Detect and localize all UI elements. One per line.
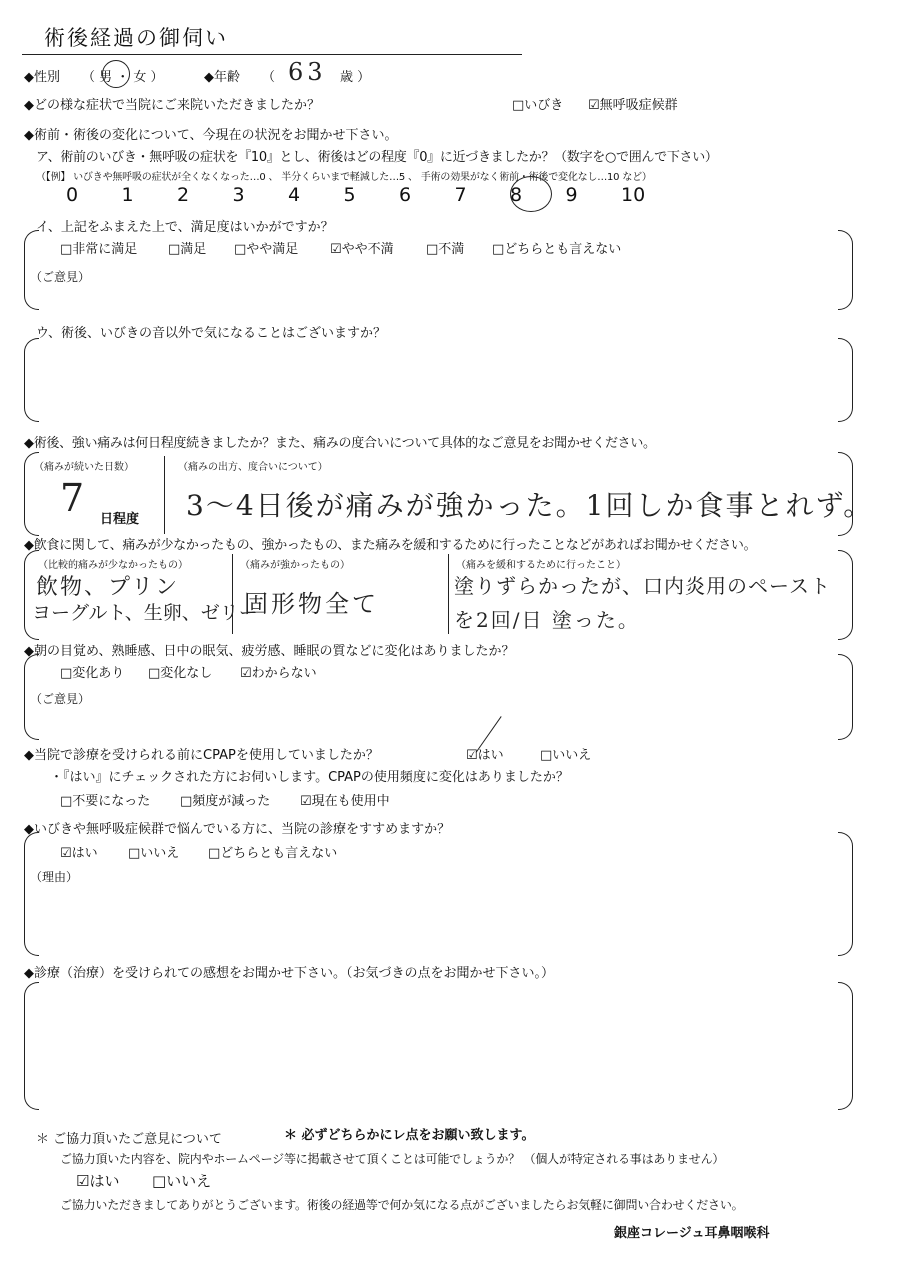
morning-option-0[interactable]: □変化あり: [60, 666, 125, 681]
food-divider-1: [232, 554, 233, 634]
consent-no[interactable]: □いいえ: [152, 1172, 212, 1190]
recommend-question: ◆いびきや無呼吸症候群で悩んでいる方に、当院の診療をすすめますか？: [24, 822, 451, 837]
symptom-option-snoring[interactable]: □いびき: [512, 98, 564, 113]
impression-bracket-right: [838, 982, 853, 1110]
concern-bracket-right: [838, 338, 853, 422]
consent-required-note: ＊ 必ずどちらかにレ点をお願い致します。: [284, 1128, 535, 1143]
food-strong-label: （痛みが強かったもの）: [240, 560, 350, 571]
pain-days-label: （痛みが続いた日数）: [34, 462, 134, 473]
food-less-line1[interactable]: 飲物、プリン: [36, 575, 180, 600]
food-relief-line1[interactable]: 塗りずらかったが、口内炎用のペースト: [454, 574, 831, 598]
symptom-question: ◆どの様な症状で当院にご来院いただきましたか？: [24, 98, 320, 113]
morning-bracket-right: [838, 654, 853, 740]
satisfaction-opinion-label: （ご意見）: [30, 270, 91, 284]
satisfaction-option-2[interactable]: □やや満足: [234, 242, 299, 257]
thanks-text: ご協力いただきましてありがとうございます。術後の経過等で何か気になる点がございましたらお気軽に御問い合わせください。: [60, 1198, 744, 1212]
satisfaction-option-3[interactable]: ☑やや不満: [330, 242, 394, 257]
pain-question: ◆術後、強い痛みは何日程度続きましたか？また、痛みの度合いについて具体的なご意見をお聞かせください。: [24, 436, 656, 451]
cpap-no[interactable]: □いいえ: [540, 748, 592, 763]
cpap-sub-question: ・『はい』にチェックされた方にお伺いします。CPAPの使用頻度に変化はありましたか？: [50, 770, 569, 785]
pain-days-unit: 日程度: [100, 512, 140, 527]
scale-number-10[interactable]: 10: [621, 184, 646, 206]
food-less-line2[interactable]: ヨーグルト、生卵、ゼリー: [32, 602, 258, 624]
sex-selected-circle: [102, 60, 130, 88]
cpap-yes[interactable]: ☑はい: [466, 748, 504, 763]
pain-detail-label: （痛みの出方、度合いについて）: [178, 462, 328, 473]
scale-number-5[interactable]: 5: [343, 184, 356, 206]
cpap-sub-option-0[interactable]: □不要になった: [60, 794, 151, 809]
cpap-sub-option-1[interactable]: □頻度が減った: [180, 794, 271, 809]
consent-question: ご協力頂いた内容を、院内やホームページ等に掲載させて頂くことは可能でしょうか？ （個人が特定される事はありません）: [60, 1152, 725, 1166]
food-bracket-right: [838, 550, 853, 640]
age-label: ◆年齢: [204, 70, 240, 85]
change-heading: ◆術前・術後の変化について、今現在の状況をお聞かせ下さい。: [24, 128, 398, 143]
scale-number-0[interactable]: 0: [66, 184, 79, 206]
recommend-bracket-left: [24, 832, 39, 956]
scale-number-3[interactable]: 3: [232, 184, 245, 206]
sex-options[interactable]: （ 男 ・ 女 ）: [82, 70, 164, 85]
scale-number-1[interactable]: 1: [121, 184, 134, 206]
pain-bracket-left: [24, 452, 39, 536]
food-less-label: （比較的痛みが少なかったもの）: [38, 560, 188, 571]
pain-days-value[interactable]: 7: [60, 476, 89, 520]
recommend-option-1[interactable]: □いいえ: [128, 846, 180, 861]
age-open: （: [262, 70, 276, 85]
symptom-option-apnea[interactable]: ☑無呼吸症候群: [588, 98, 678, 113]
scale-number-8[interactable]: 8: [510, 184, 523, 206]
scale-number-4[interactable]: 4: [288, 184, 301, 206]
impression-question: ◆診療（治療）を受けられての感想をお聞かせ下さい。（お気づきの点をお聞かせ下さい。）: [24, 966, 554, 981]
scale-number-7[interactable]: 7: [454, 184, 467, 206]
scale-number-6[interactable]: 6: [399, 184, 412, 206]
food-divider-2: [448, 554, 449, 634]
pain-bracket-right: [838, 452, 853, 536]
concern-question: ウ、術後、いびきの音以外で気になることはございますか？: [36, 326, 386, 341]
morning-bracket-left: [24, 654, 39, 740]
pain-detail-value[interactable]: 3～4日後が痛みが強かった。1回しか食事とれず。: [186, 489, 874, 522]
recommend-option-0[interactable]: ☑はい: [60, 846, 98, 861]
food-relief-line2[interactable]: を2回/日 塗った。: [454, 608, 640, 632]
clinic-name: 銀座コレージュ耳鼻咽喉科: [614, 1226, 770, 1241]
scale-number-9[interactable]: 9: [565, 184, 578, 206]
satisfaction-option-5[interactable]: □どちらとも言えない: [492, 242, 622, 257]
recommend-bracket-right: [838, 832, 853, 956]
food-question: ◆飲食に関して、痛みが少なかったもの、強かったもの、また痛みを緩和するために行ったことなどがあればお聞かせください。: [24, 538, 757, 553]
pain-divider: [164, 456, 165, 534]
consent-heading: ＊ ご協力頂いたご意見について: [36, 1132, 222, 1147]
morning-option-2[interactable]: ☑わからない: [240, 666, 317, 681]
morning-option-1[interactable]: □変化なし: [148, 666, 213, 681]
title-underline: [22, 54, 522, 55]
food-relief-label: （痛みを緩和するために行ったこと）: [456, 560, 626, 571]
morning-opinion-label: （ご意見）: [30, 692, 91, 706]
age-value[interactable]: 63: [288, 58, 327, 86]
change-question-a: ア、術前のいびき・無呼吸の症状を『10』とし、術後はどの程度『0』に近づきましたか？（数字を○で囲んで下さい）: [36, 150, 718, 165]
cpap-question: ◆当院で診療を受けられる前にCPAPを使用していましたか？: [24, 748, 379, 763]
cpap-sub-option-2[interactable]: ☑現在も使用中: [300, 794, 390, 809]
satisfaction-question: イ、上記をふまえた上で、満足度はいかがですか？: [36, 220, 334, 235]
satisfaction-bracket-left: [24, 230, 39, 310]
satisfaction-option-4[interactable]: □不満: [426, 242, 465, 257]
satisfaction-option-0[interactable]: □非常に満足: [60, 242, 138, 257]
concern-bracket-left: [24, 338, 39, 422]
recommend-option-2[interactable]: □どちらとも言えない: [208, 846, 338, 861]
satisfaction-bracket-right: [838, 230, 853, 310]
recommend-reason-label: （理由）: [30, 870, 79, 884]
scale-selected-circle: [510, 176, 552, 212]
satisfaction-option-1[interactable]: □満足: [168, 242, 207, 257]
sex-label: ◆性別: [24, 70, 60, 85]
age-unit: 歳 ）: [340, 70, 371, 85]
food-strong-value[interactable]: 固形物全て: [244, 590, 379, 618]
change-example: （【例】 いびきや無呼吸の症状が全くなくなった…0 、 半分くらいまで軽減した…5 、 手術の効果がなく術前・術後で変化なし…10 など）: [36, 172, 652, 183]
impression-bracket-left: [24, 982, 39, 1110]
page-title: 術後経過の御伺い: [44, 26, 228, 50]
morning-question: ◆朝の目覚め、熟睡感、日中の眠気、疲労感、睡眠の質などに変化はありましたか？: [24, 644, 515, 659]
consent-yes[interactable]: ☑はい: [76, 1172, 120, 1190]
scale-number-2[interactable]: 2: [177, 184, 190, 206]
